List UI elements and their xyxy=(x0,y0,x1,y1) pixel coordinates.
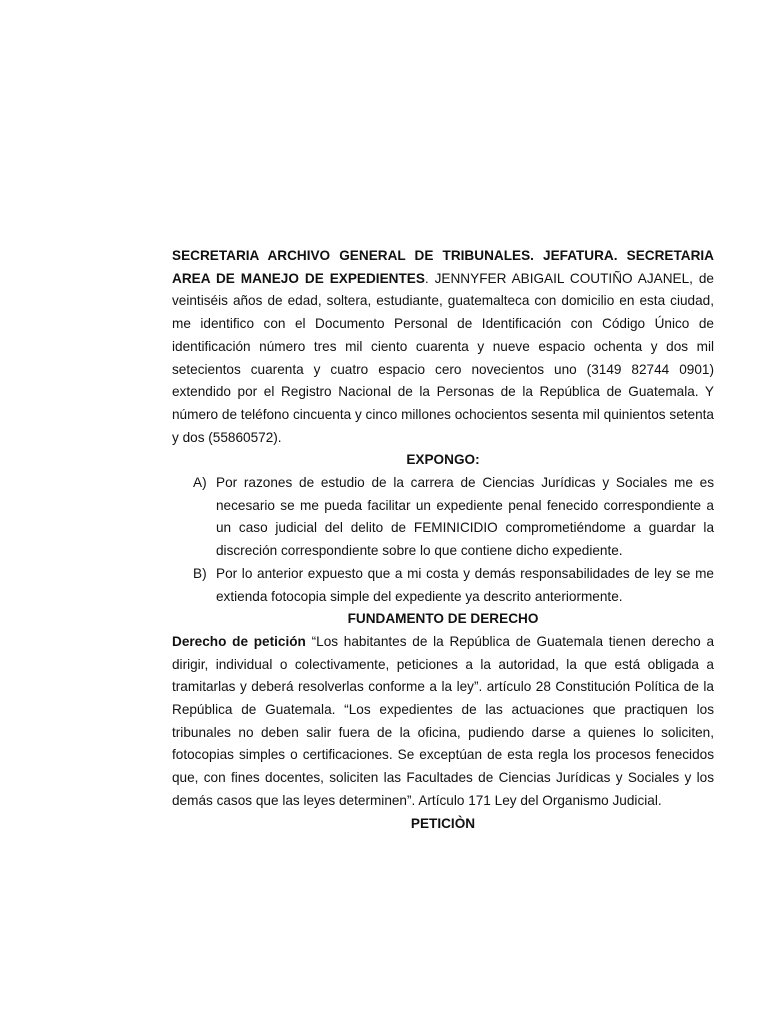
item-letter: B) xyxy=(193,565,207,581)
derecho-peticion-label: Derecho de petición xyxy=(172,633,306,649)
intro-text: . JENNYFER ABIGAIL COUTIÑO AJANEL, de veintiséis años de edad, soltera, estudiante, guatemalteca con domicilio en esta ciudad, me identifico con el Documento Personal de Identificación con Código Único de identificación número tres mil ciento cuarenta y nueve espacio ochenta y dos mil setecientos cuarenta y cuatro espacio cero novecientos uno (3149 82744 0901) extendido por el Registro Nacional de la Personas de la República de Guatemala. Y número de teléfono cincuenta y cinco millones ochocientos sesenta mil quinientos setenta y dos (55860572). xyxy=(172,270,714,445)
document-page xyxy=(172,245,714,835)
expongo-item-b xyxy=(172,563,714,608)
fundamento-paragraph xyxy=(172,631,714,813)
item-text: Por razones de estudio de la carrera de Ciencias Jurídicas y Sociales me es necesario se me pueda facilitar un expediente penal fenecido correspondiente a un caso judicial del delito de FEMINICIDIO comprometiéndome a guardar la discreción correspondiente sobre lo que contiene dicho expediente. xyxy=(216,475,714,559)
expongo-heading: EXPONGO: xyxy=(406,452,480,468)
item-text: Por lo anterior expuesto que a mi costa y demás responsabilidades de ley se me extienda fotocopia simple del expediente ya descrito anteriormente. xyxy=(216,565,714,604)
expongo-item-a xyxy=(172,472,714,563)
fundamento-text: “Los habitantes de la República de Guatemala tienen derecho a dirigir, individual o colectivamente, peticiones a la autoridad, la que está obligada a tramitarlas y deberá resolverlas conforme a la ley”. artículo 28 Constitución Política de la República de Guatemala. “Los expedientes de las actuaciones que practiquen los tribunales no deben salir fuera de la oficina, pudiendo darse a quienes lo soliciten, fotocopias simples o certificaciones. Se exceptúan de esta regla los procesos fenecidos que, con fines docentes, soliciten las Facultades de Ciencias Jurídicas y Sociales y los demás casos que las leyes determinen”. Artículo 171 Ley del Organismo Judicial. xyxy=(172,633,714,808)
peticion-heading: PETICIÒN xyxy=(410,815,476,831)
item-letter: A) xyxy=(193,475,207,491)
addressee-heading: SECRETARIA ARCHIVO GENERAL DE TRIBUNALES. JEFATURA. SECRETARIA AREA DE MANEJO DE EXPEDIENTES xyxy=(172,248,714,286)
intro-paragraph xyxy=(172,245,714,449)
fundamento-heading: FUNDAMENTO DE DERECHO xyxy=(347,611,539,627)
